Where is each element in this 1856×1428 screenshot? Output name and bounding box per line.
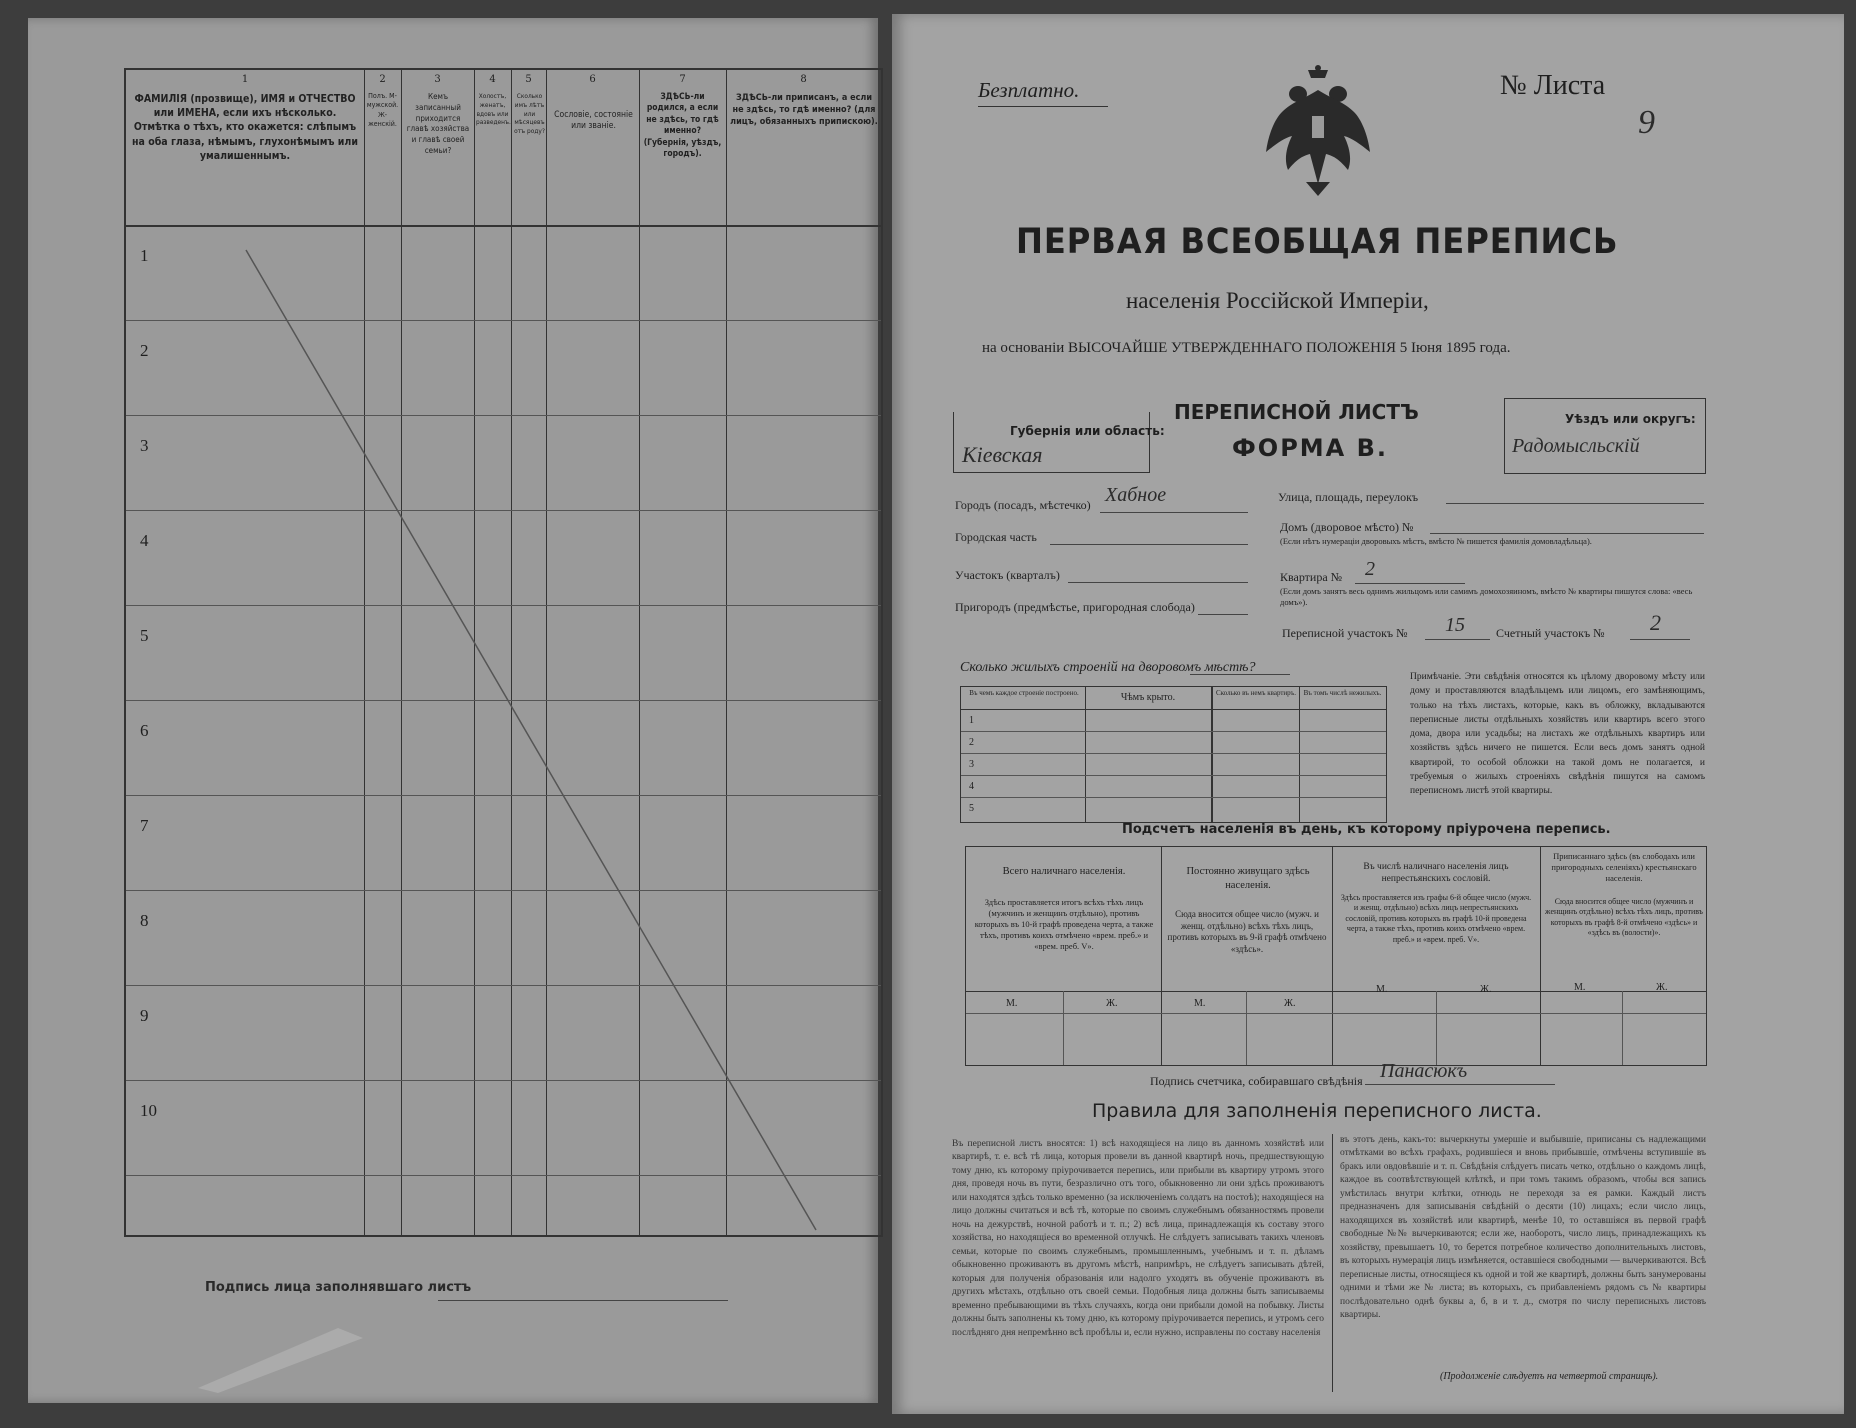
row-number: 7 — [140, 816, 149, 835]
persons-table — [124, 68, 883, 1237]
district-label: Уѣздъ или округъ: — [1565, 412, 1696, 426]
crossout-line — [126, 70, 881, 1235]
female-label: Ж. — [1284, 998, 1296, 1009]
row-number: 6 — [140, 721, 149, 740]
house-note: (Если нѣтъ нумераціи дворовыхъ мѣстъ, вмѣсто № пишется фамилія домовладѣльца). — [1280, 536, 1592, 546]
female-label: Ж. — [1480, 984, 1492, 995]
male-label: М. — [1194, 998, 1206, 1009]
header-name: ФАМИЛІЯ (прозвище), ИМЯ и ОТЧЕСТВО или ИМЕНА, если ихъ нѣсколько. Отмѣтка о тѣхъ, кто окажется: слѣпымъ на оба глаза, нѣмымъ, глухонѣмымъ или умалишеннымъ. — [132, 93, 358, 162]
bldg-row: 1 — [969, 715, 974, 726]
page-title: ПЕРВАЯ ВСЕОБЩАЯ ПЕРЕПИСЬ — [1016, 222, 1619, 262]
page-subtitle: населенія Россійской Имперіи, — [1126, 288, 1429, 313]
rules-continued: (Продолженіе слѣдуетъ на четвертой страницѣ). — [1440, 1371, 1659, 1382]
census-district-label: Переписной участокъ № — [1282, 626, 1408, 640]
census-district-value: 15 — [1445, 614, 1465, 636]
province-value: Кіевская — [962, 442, 1043, 467]
row-number: 4 — [140, 531, 149, 550]
count-head-nonpeasant: Въ числѣ наличнаго населенія лицъ непрестьянскихъ сословій. — [1363, 862, 1509, 885]
paper-tear-mark — [188, 1318, 388, 1398]
apt-note: (Если домъ занятъ весь однимъ жильцомъ или самимъ домохозяиномъ, вмѣсто № квартиры пишутся слова: «весь домъ»). — [1280, 586, 1693, 608]
city-value: Хабное — [1105, 484, 1167, 506]
form-title: ПЕРЕПИСНОЙ ЛИСТЪ — [1174, 400, 1419, 424]
city-label: Городъ (посадъ, мѣстечко) — [955, 498, 1091, 512]
row-number: 1 — [140, 246, 149, 265]
rules-title: Правила для заполненія переписного листа. — [1092, 1100, 1542, 1122]
header-relation: Кемъ записанный приходится главѣ хозяйства и главѣ своей семьи? — [406, 92, 470, 155]
suburb-label: Пригородъ (предмѣстье, пригородная слобода) — [955, 600, 1195, 614]
col-number: 1 — [241, 74, 249, 85]
male-label: М. — [1006, 998, 1018, 1009]
header-age: Сколько имъ лѣтъ или мѣсяцевъ отъ роду? — [514, 92, 545, 136]
bldg-head-material: Въ чемъ каждое строеніе построено. — [969, 689, 1079, 697]
left-signature-label: Подпись лица заполнявшаго листъ — [205, 1280, 472, 1295]
row-number: 2 — [140, 341, 149, 360]
row-number: 3 — [140, 436, 149, 455]
rules-column-2: въ этотъ день, какъ-то: вычеркнуты умершіе и выбывшіе, приписаны съ надлежащими отмѣтками во всѣхъ графахъ, родившіеся и вновь прибывшіе, отмѣчены вступившіе въ бракъ или овдовѣвшіе и т. п. Свѣдѣнія слѣдуетъ писать четко, отдѣльно о каждомъ лицѣ, каждое въ соотвѣтствующей клѣткѣ, и при томъ такимъ образомъ, чтобы вся запись умѣстилась внутри клѣтки, отнюдь не переходя за ея рамки. Каждый листъ предназначенъ для записыванія свѣдѣній о десяти (10) лицахъ; если число лицъ, находящихся въ хозяйствѣ или квартирѣ, менѣе 10, то оставшіяся въ первой графѣ свободные №№ вычеркиваются; если же, наоборотъ, число лицъ, принадлежащихъ къ хозяйству, превышаетъ 10, то берется потребное количество дополнительныхъ листовъ, въ которыхъ нумерація лицъ измѣняется, оставшіеся свободными — вычеркиваются. Всѣ переписные листы, относящіеся къ одной и той же квартирѣ, должны быть занумерованы одними и тѣми же № листа; въ которыхъ, съ прибавленіемъ рядомъ съ № квартиры послѣдовательно однѣ буквы а, б, в и т. д., смотря по числу переписныхъ листовъ квартиры. — [1340, 1135, 1706, 1321]
header-sex: Полъ. М-мужской. Ж-женскій. — [366, 92, 399, 129]
row-number: 8 — [140, 911, 149, 930]
district-value: Радомысльскій — [1512, 435, 1640, 457]
rules-column-1: Въ переписной листъ вносятся: 1) всѣ находящіеся на лицо въ данномъ хозяйствѣ или квартирѣ, т. е. всѣ тѣ лица, которыя провели въ данной квартирѣ ночь, предшествующую тому дню, къ которому пріурочивается перепись, или прибыли въ квартиру утромъ этого дня, проведя ночь въ пути, безразлично отъ того, обыкновенно ли они здѣсь проживаютъ или находятся здѣсь только временно (за исключеніемъ солдатъ на постоѣ); находящіеся на лицо должны считаться и всѣ тѣ, которые по своимъ служебнымъ обязанностямъ провели ночь на дежурствѣ, ночной работѣ и т. п.; 2) всѣ лица, принадлежащія къ составу этого хозяйства, но находящіеся во временной отлучкѣ. Не слѣдуетъ записывать такихъ членовъ семьи, которые по своимъ служебнымъ, промышленнымъ, учебнымъ и т. п. дѣламъ обыкновенно проживаютъ въ другомъ мѣстѣ, напримѣръ, не слѣдуетъ записывать дѣтей, которыя для полученія образованія или надолго уходятъ въ обученіе проживаютъ въ другихъ мѣстахъ, отдѣльно отъ своей семьи. Подобныя лица должны быть записываемы временно пребывающими въ тѣхъ случаяхъ, когда они прибыли домой на побывку. Листы должны быть заполнены къ тому дню, къ которому пріурочивается перепись, и утромъ сего послѣдняго дня непремѣнно всѣ пробѣлы и, если нужно, исправлены по составу населенія — [952, 1139, 1324, 1338]
free-label: Безплатно. — [978, 78, 1080, 102]
row-number: 10 — [140, 1101, 157, 1120]
bldg-head-roof: Чѣмъ крыто. — [1120, 692, 1176, 703]
double-headed-eagle-icon — [1262, 64, 1374, 196]
count-head-registered: Приписаннаго здѣсь (въ слободахъ или пригородныхъ селеніяхъ) крестьянскаго населенія. — [1551, 851, 1697, 884]
counting-district-label: Счетный участокъ № — [1496, 626, 1605, 640]
row-number: 9 — [140, 1006, 149, 1025]
bldg-row: 5 — [969, 803, 974, 814]
left-page — [28, 18, 878, 1403]
col-number: 4 — [489, 74, 496, 85]
buildings-question: Сколько жилыхъ строеній на дворовомъ мѣстѣ? — [960, 660, 1256, 675]
legal-basis: на основаніи ВЫСОЧАЙШЕ УТВЕРЖДЕННАГО ПОЛОЖЕНІЯ 5 Іюня 1895 года. — [982, 340, 1511, 356]
city-part-label: Городская часть — [955, 530, 1037, 544]
province-label: Губернія или область: — [1010, 424, 1165, 438]
counting-district-value: 2 — [1650, 610, 1661, 635]
count-body-registered: Сюда вносится общее число (мужчинъ и женщинъ отдѣльно) всѣхъ тѣхъ лицъ, противъ которыхъ въ графѣ 8-й отмѣчено «здѣсь» и «здѣсь въ (волости)». — [1545, 897, 1703, 938]
sheet-number-value: 9 — [1638, 104, 1655, 141]
col-number: 3 — [434, 74, 441, 85]
counter-sign-value: Панасюкъ — [1380, 1060, 1468, 1082]
col-number: 8 — [800, 74, 807, 85]
form-letter: ФОРМА В. — [1232, 434, 1389, 462]
header-marital: Холостъ, женатъ, вдовъ или разведенъ. — [476, 92, 511, 127]
bldg-row: 2 — [969, 737, 974, 748]
apt-value: 2 — [1365, 558, 1375, 580]
house-label: Домъ (дворовое мѣсто) № — [1280, 520, 1414, 534]
female-label: Ж. — [1106, 998, 1118, 1009]
count-table — [965, 846, 1707, 1066]
col-number: 6 — [589, 74, 596, 85]
count-body-permanent: Сюда вносится общее число (мужч. и женщ. отдѣльно) всѣхъ тѣхъ лицъ, противъ которыхъ въ 9-й графѣ отмѣчено «здѣсь». — [1167, 909, 1327, 955]
count-body-total: Здѣсь проставляется итогъ всѣхъ тѣхъ лицъ (мужчинъ и женщинъ отдѣльно), противъ которыхъ въ 10-й графѣ проведена черта, а также тѣхъ, противъ коихъ отмѣчено «врем. преб.» и «врем. преб. V». — [974, 897, 1154, 952]
female-label: Ж. — [1656, 982, 1668, 993]
row-number: 5 — [140, 626, 149, 645]
col-number: 5 — [525, 74, 532, 85]
buildings-table — [960, 686, 1387, 823]
male-label: М. — [1376, 984, 1388, 995]
count-title: Подсчетъ населенія въ день, къ которому пріурочена перепись. — [1122, 822, 1611, 837]
col-number: 7 — [679, 74, 686, 85]
count-body-nonpeasant: Здѣсь проставляется изъ графы 6-й общее число (мужч. и женщ. отдѣльно) всѣхъ лицъ непрестьянскихъ сословій, противъ которыхъ въ графѣ 10-й проведена черта, а также тѣхъ, противъ коихъ отмѣчено «врем. преб.» и «врем. преб. V». — [1340, 893, 1532, 944]
sheet-number-label: № Листа — [1500, 70, 1606, 101]
header-birthplace: ЗДѢСЬ-ли родился, а если не здѣсь, то гдѣ именно? (Губернія, уѣздъ, городъ). — [643, 92, 722, 160]
street-label: Улица, площадь, переулокъ — [1278, 490, 1419, 504]
bldg-row: 4 — [969, 781, 974, 792]
buildings-note: Примѣчаніе. Эти свѣдѣнія относятся къ цѣлому дворовому мѣсту или дому и проставляются владѣльцемъ или лицомъ, его замѣняющимъ, только на тѣхъ листахъ, которые, какъ въ обложку, вкладываются переписные листы отдѣльныхъ хозяйствъ или квартиръ всего этого дома, двора или усадьбы; на листахъ же отдѣльныхъ квартиръ или хозяйствъ здѣсь ничего не пишется. Если весь домъ занятъ одной квартирой, то особой обложки на такой домъ не полагается, и требуемыя о жилыхъ строеніяхъ свѣдѣнія пишутся на самомъ переписномъ листѣ этой квартиры. — [1410, 672, 1705, 796]
apt-label: Квартира № — [1280, 570, 1343, 584]
plot-label: Участокъ (кварталъ) — [955, 568, 1060, 582]
header-estate: Сословіе, состояніе или званіе. — [554, 110, 633, 132]
count-head-total: Всего наличнаго населенія. — [1002, 866, 1126, 877]
bldg-row: 3 — [969, 759, 974, 770]
col-number: 2 — [379, 74, 386, 85]
bldg-head-apts: Сколько въ немъ квартиръ. — [1215, 689, 1297, 697]
male-label: М. — [1574, 982, 1586, 993]
counter-sign-label: Подпись счетчика, собиравшаго свѣдѣнія — [1150, 1074, 1363, 1088]
header-registration: ЗДѢСЬ-ли приписанъ, а если не здѣсь, то гдѣ именно? (для лицъ, обязанныхъ припискою). — [730, 93, 878, 128]
count-head-permanent: Постоянно живущаго здѣсь населенія. — [1186, 866, 1310, 891]
bldg-head-nonres: Въ томъ числѣ нежилыхъ. — [1303, 689, 1382, 697]
